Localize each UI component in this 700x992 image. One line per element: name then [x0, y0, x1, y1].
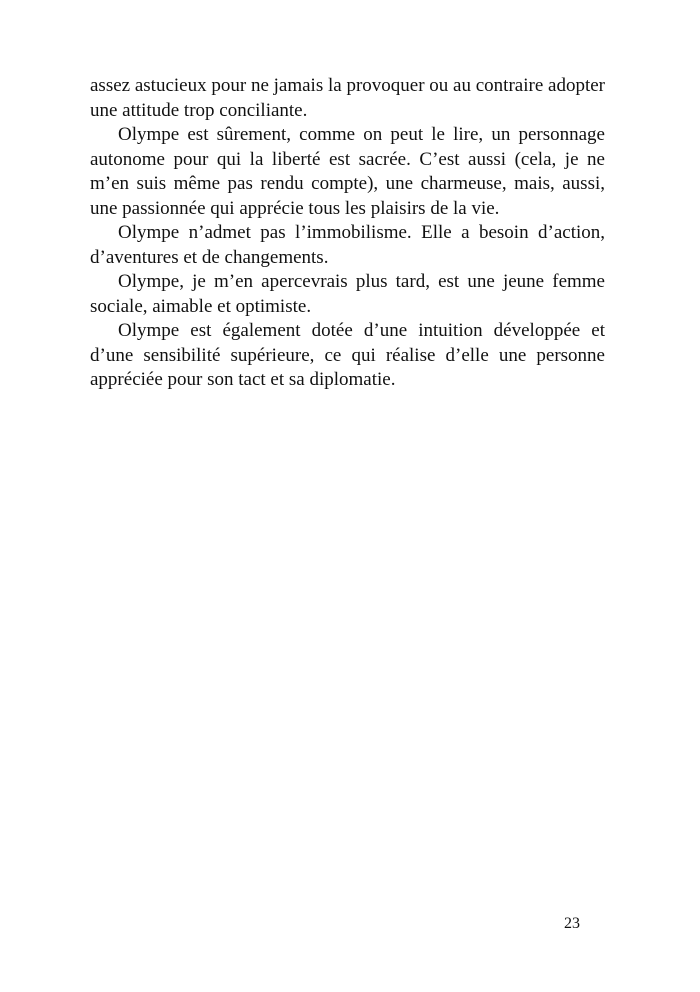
paragraph: Olympe est sûrement, comme on peut le lire, un personnage autonome pour qui la liberté est sacrée. C’est aussi (cela, je ne m’en suis même pas rendu compte), une charmeuse, mais, aussi, une passionnée qui apprécie tous les plaisirs de la vie. — [90, 124, 605, 219]
paragraph: Olympe est également dotée d’une intuition développée et d’une sensibilité supérieure, ce qui réalise d’elle une personne appréciée pour son tact et sa diplomatie. — [90, 320, 605, 390]
paragraph: Olympe n’admet pas l’immobilisme. Elle a besoin d’action, d’aventures et de changements. — [90, 222, 605, 268]
page-number: 23 — [564, 915, 580, 932]
paragraph: Olympe, je m’en apercevrais plus tard, est une jeune femme sociale, aimable et optimiste. — [90, 271, 605, 317]
body-text — [90, 74, 605, 393]
paragraph-continuation: assez astucieux pour ne jamais la provoquer ou au contraire adopter une attitude trop conciliante. — [90, 75, 605, 121]
